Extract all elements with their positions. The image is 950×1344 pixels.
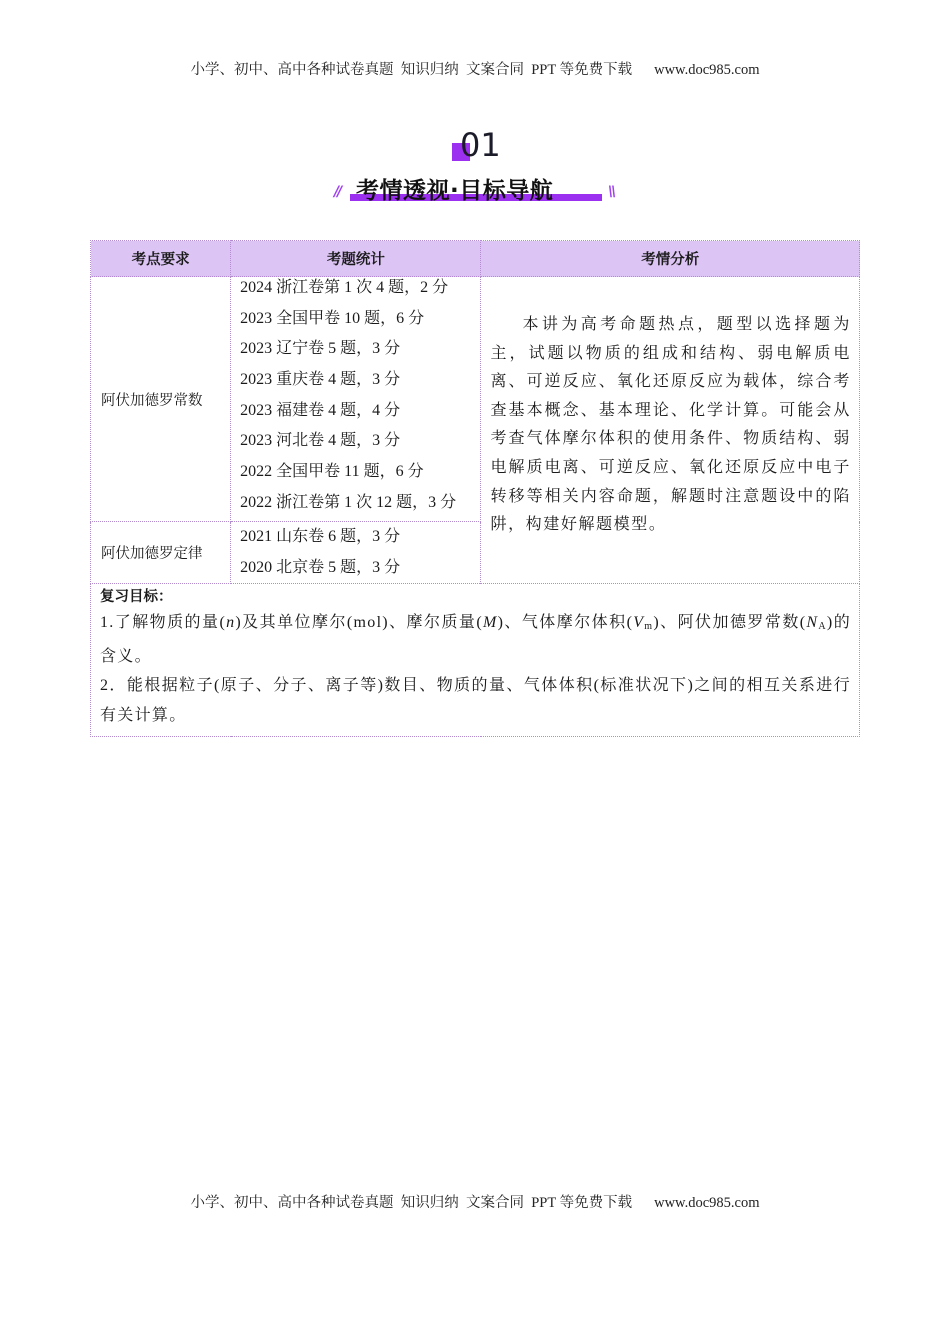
stat-line: 2023 福建卷 4 题，4 分 bbox=[240, 401, 401, 419]
goal-item-1: 1.了解物质的量(n)及其单位摩尔(mol)、摩尔质量(M)、气体摩尔体积$(V_m)$、阿伏加德罗常数$(N_A)$的含义。 bbox=[100, 614, 852, 665]
exam-analysis-table bbox=[90, 240, 860, 737]
stat-line: 2024 浙江卷第 1 次 4 题，2 分 bbox=[240, 279, 449, 296]
stat-line: 2023 重庆卷 4 题，3 分 bbox=[240, 371, 401, 389]
goal-item-2: 2．能根据粒子(原子、分子、离子等)数目、物质的量、气体体积(标准状况下)之间的相互关系进行有关计算。 bbox=[100, 677, 851, 724]
stat-line: 2020 北京卷 5 题，3 分 bbox=[240, 558, 401, 576]
table-row bbox=[91, 277, 860, 522]
goals-title: 复习目标： bbox=[100, 589, 173, 606]
section-title-row bbox=[334, 170, 624, 206]
header-slogan: 小学、初中、高中各种试卷真题 知识归纳 文案合同 PPT 等免费下载 bbox=[190, 62, 633, 78]
section-number-text: 01 bbox=[460, 126, 501, 164]
stats-cell bbox=[231, 522, 481, 584]
stat-line: 2023 辽宁卷 5 题，3 分 bbox=[240, 340, 401, 358]
table-header-row bbox=[91, 241, 860, 277]
analysis-cell bbox=[481, 277, 860, 584]
stat-line: 2021 山东卷 6 题，3 分 bbox=[240, 528, 401, 545]
double-slash-right-icon: \\ bbox=[608, 184, 615, 200]
stat-line: 2022 全国甲卷 11 题，6 分 bbox=[240, 463, 424, 481]
stat-line: 2022 浙江卷第 1 次 12 题，3 分 bbox=[240, 493, 457, 511]
section-number bbox=[452, 128, 512, 168]
goals-cell bbox=[91, 584, 860, 737]
stat-line: 2023 河北卷 4 题，3 分 bbox=[240, 432, 401, 450]
stats-cell bbox=[231, 277, 481, 522]
point-cell: 阿伏加德罗常数 bbox=[91, 277, 231, 522]
header-url[interactable]: www.doc985.com bbox=[654, 62, 760, 78]
header-cell-point: 考点要求 bbox=[91, 241, 231, 277]
footer-url[interactable]: www.doc985.com bbox=[654, 1195, 760, 1211]
goals-row bbox=[91, 584, 860, 737]
stat-line: 2023 全国甲卷 10 题，6 分 bbox=[240, 309, 425, 327]
analysis-text: 本讲为高考命题热点，题型以选择题为主，试题以物质的组成和结构、弱电解质电离、可逆反应、氧化还原反应为载体，综合考查基本概念、基本理论、化学计算。可能会从考查气体摩尔体积的使用条件、物质结构、弱电解质电离、可逆反应、氧化还原反应中电子转移等相关内容命题，解题时注意题设中的陷阱，构建好解题模型。 bbox=[490, 316, 851, 534]
section-title-block bbox=[0, 128, 950, 208]
header-cell-analysis: 考情分析 bbox=[481, 241, 860, 277]
header-cell-stats: 考题统计 bbox=[231, 241, 481, 277]
page-footer bbox=[0, 1191, 950, 1212]
section-title: 考情透视·目标导航 bbox=[356, 178, 554, 204]
double-slash-left-icon: // bbox=[334, 184, 341, 200]
page-header bbox=[0, 58, 950, 79]
footer-slogan: 小学、初中、高中各种试卷真题 知识归纳 文案合同 PPT 等免费下载 bbox=[190, 1195, 633, 1211]
point-cell: 阿伏加德罗定律 bbox=[91, 522, 231, 584]
